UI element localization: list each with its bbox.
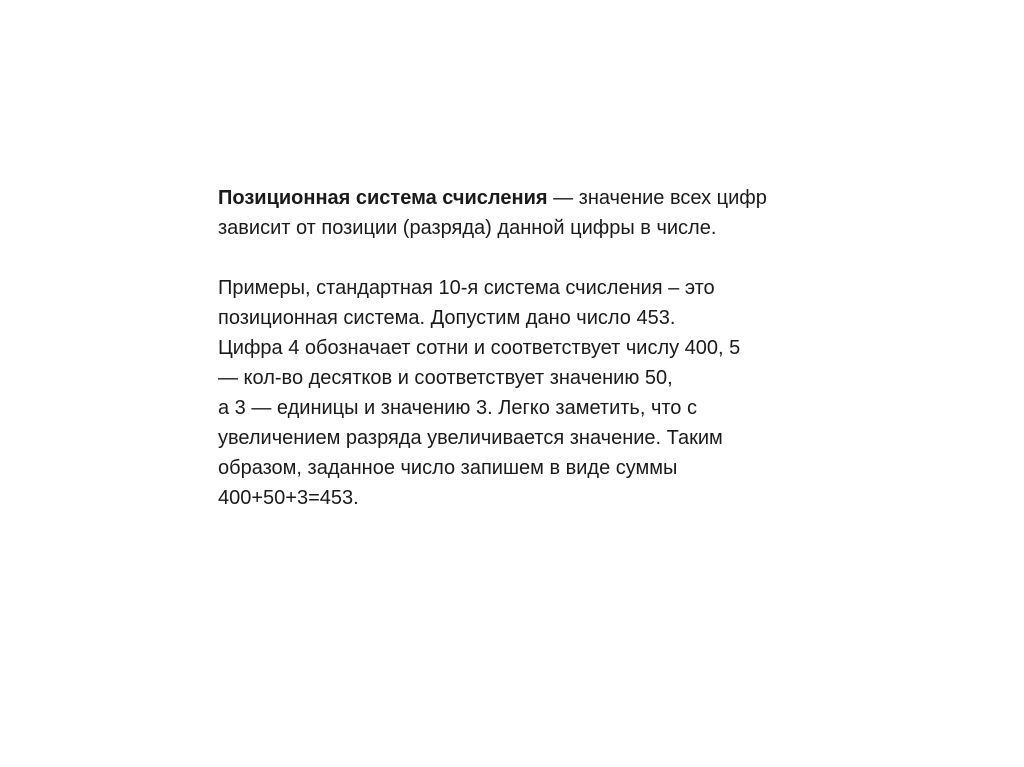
definition-line-1-rest: — значение всех цифр: [547, 187, 767, 209]
example-line: а 3 — единицы и значению 3. Легко заметить, что с: [218, 397, 697, 419]
definition-line-1: [218, 183, 878, 213]
example-line: Цифра 4 обозначает сотни и соответствует числу 400, 5: [218, 337, 741, 359]
example-line: позиционная система. Допустим дано число 453.: [218, 307, 676, 329]
definition-line-2: зависит от позиции (разряда) данной цифры в числе.: [218, 217, 717, 239]
definition-paragraph: [218, 183, 878, 243]
example-line: увеличением разряда увеличивается значение. Таким: [218, 427, 723, 449]
example-line: 400+50+3=453.: [218, 487, 359, 509]
example-line: Примеры, стандартная 10-я система счисления – это: [218, 277, 715, 299]
example-line: — кол-во десятков и соответствует значению 50,: [218, 367, 673, 389]
definition-term: Позиционная система счисления: [218, 187, 548, 209]
slide-text-block: [218, 183, 878, 513]
example-line: образом, заданное число запишем в виде суммы: [218, 457, 678, 479]
example-paragraph: [218, 273, 878, 513]
